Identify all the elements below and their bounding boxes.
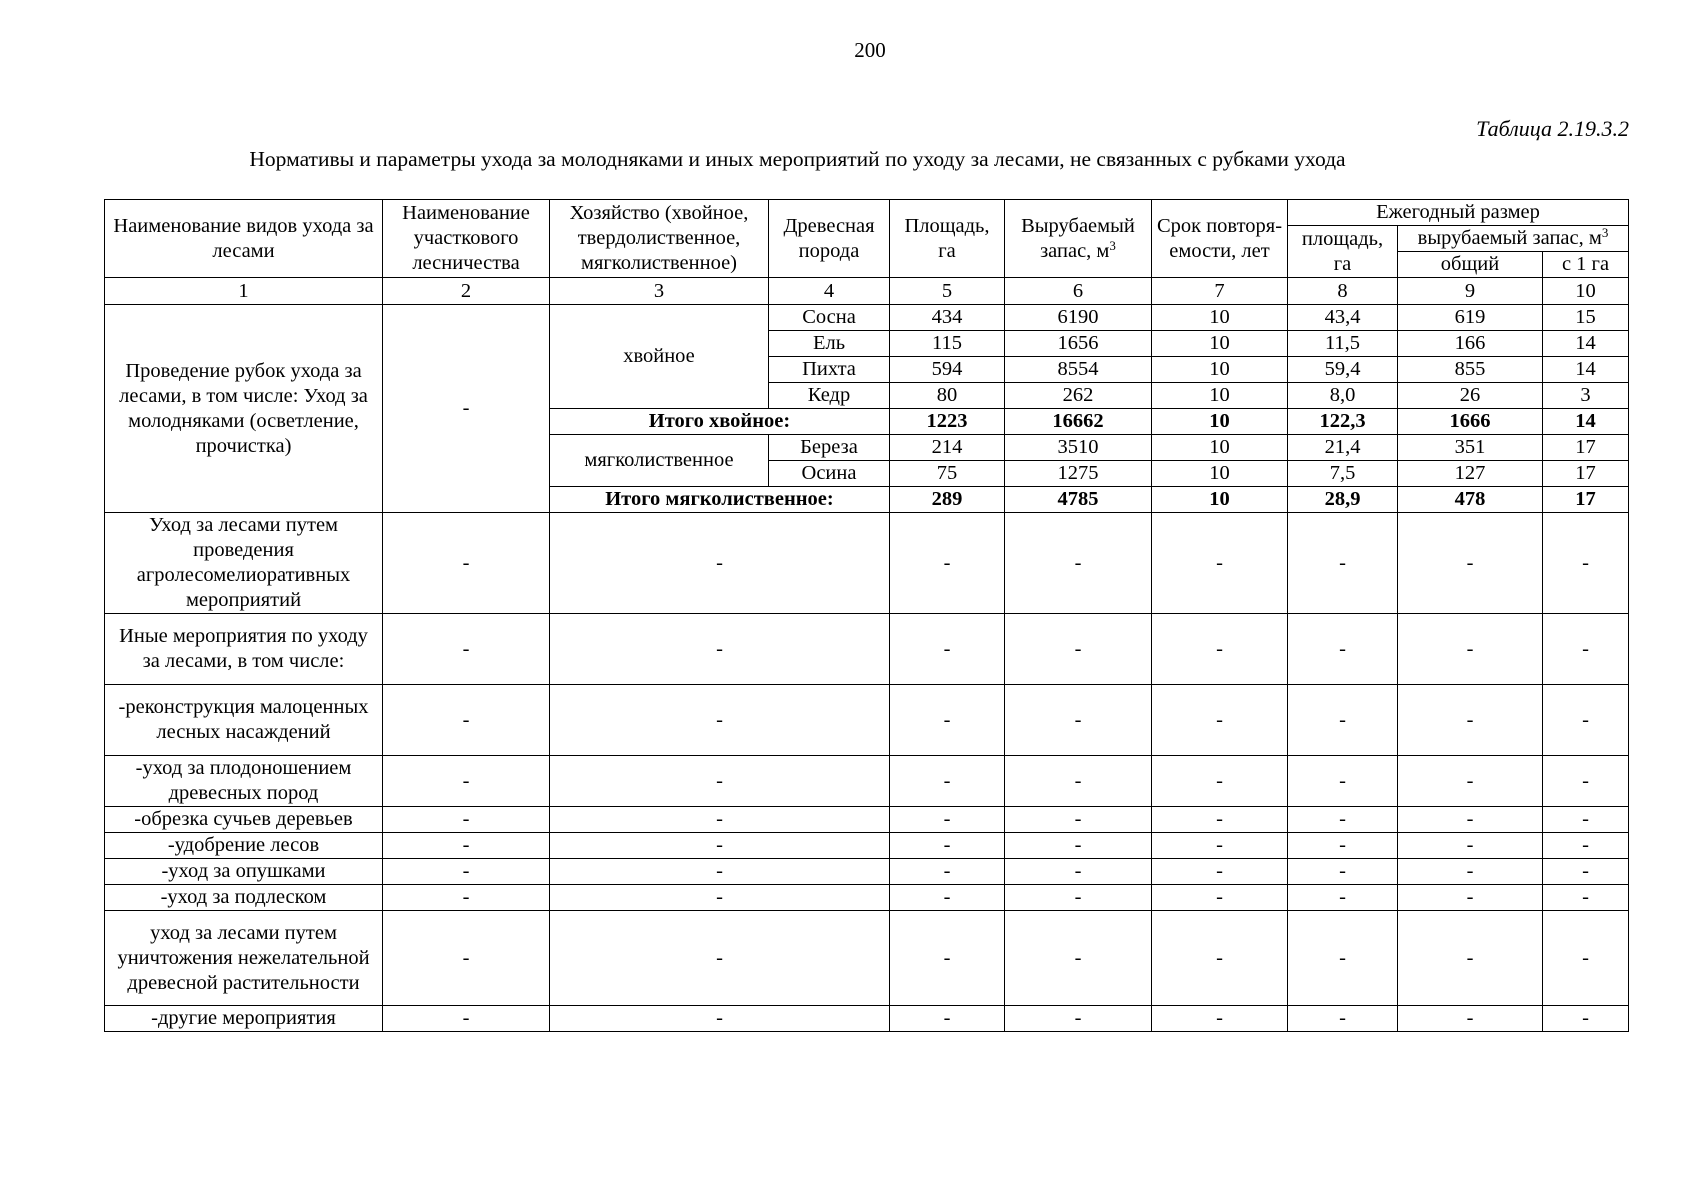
value-cell: 11,5 — [1288, 331, 1398, 357]
activity-name: -реконструкция малоценных лесных насаждений — [105, 685, 383, 756]
value-cell: 3510 — [1005, 435, 1152, 461]
header-cell: Ежегодный размер — [1288, 200, 1629, 226]
forestry-name: - — [383, 513, 550, 614]
value-cell: - — [1288, 833, 1398, 859]
table-title: Нормативы и параметры ухода за молодняками и иных мероприятий по уходу за лесами, не связанных с рубками ухода — [249, 147, 1346, 171]
value-cell: 17 — [1543, 435, 1629, 461]
value-cell: - — [1398, 859, 1543, 885]
species-name: Береза — [769, 435, 890, 461]
value-cell: - — [1288, 885, 1398, 911]
value-cell: - — [1543, 833, 1629, 859]
value-cell: 6190 — [1005, 305, 1152, 331]
species-name: Кедр — [769, 383, 890, 409]
value-cell: 43,4 — [1288, 305, 1398, 331]
value-cell: - — [1288, 513, 1398, 614]
column-index-row — [105, 278, 1629, 305]
value-cell: 10 — [1152, 461, 1288, 487]
activity-name: -обрезка сучьев деревьев — [105, 807, 383, 833]
value-cell: 10 — [1152, 331, 1288, 357]
column-index: 1 — [105, 278, 383, 305]
header-cell: Наименование участкового лесничества — [383, 200, 550, 278]
value-cell: - — [550, 614, 890, 685]
value-cell: - — [890, 614, 1005, 685]
header-cell: площадь, га — [1288, 226, 1398, 278]
header-cell: Срок повторя-емости, лет — [1152, 200, 1288, 278]
value-cell: - — [1152, 833, 1288, 859]
value-cell: - — [1005, 614, 1152, 685]
activity-name: -уход за опушками — [105, 859, 383, 885]
value-cell: - — [550, 807, 890, 833]
value-cell: 351 — [1398, 435, 1543, 461]
value-cell: - — [1543, 885, 1629, 911]
column-index: 4 — [769, 278, 890, 305]
value-cell: 80 — [890, 383, 1005, 409]
subtotal-value: 478 — [1398, 487, 1543, 513]
value-cell: - — [1152, 513, 1288, 614]
subtotal-value: 1223 — [890, 409, 1005, 435]
activity-row — [105, 859, 1629, 885]
column-index: 3 — [550, 278, 769, 305]
value-cell: - — [890, 833, 1005, 859]
value-cell: - — [550, 513, 890, 614]
value-cell: 10 — [1152, 305, 1288, 331]
activity-name: -уход за подлеском — [105, 885, 383, 911]
subtotal-label: Итого мягколиственное: — [550, 487, 890, 513]
value-cell: - — [1152, 859, 1288, 885]
activity-row — [105, 807, 1629, 833]
forestry-name: - — [383, 614, 550, 685]
value-cell: - — [1152, 885, 1288, 911]
value-cell: - — [1398, 685, 1543, 756]
header-cell: Хозяйство (хвойное, твердолиственное, мягколиственное) — [550, 200, 769, 278]
value-cell: - — [1005, 833, 1152, 859]
value-cell: - — [1288, 1006, 1398, 1032]
value-cell: 10 — [1152, 383, 1288, 409]
value-cell: 1656 — [1005, 331, 1152, 357]
activity-row — [105, 1006, 1629, 1032]
value-cell: - — [1152, 1006, 1288, 1032]
value-cell: - — [890, 685, 1005, 756]
value-cell: 594 — [890, 357, 1005, 383]
value-cell: 1275 — [1005, 461, 1152, 487]
value-cell: - — [550, 859, 890, 885]
value-cell: - — [890, 807, 1005, 833]
column-index: 7 — [1152, 278, 1288, 305]
subtotal-value: 122,3 — [1288, 409, 1398, 435]
activity-name: Проведение рубок ухода за лесами, в том числе: Уход за молодняками (осветление, прочистка) — [105, 305, 383, 513]
value-cell: 10 — [1152, 357, 1288, 383]
header-cell: с 1 га — [1543, 252, 1629, 278]
value-cell: - — [1543, 807, 1629, 833]
activity-row — [105, 756, 1629, 807]
value-cell: 7,5 — [1288, 461, 1398, 487]
value-cell: - — [1152, 685, 1288, 756]
table-label: Таблица 2.19.3.2 — [1476, 116, 1629, 141]
activity-name: -другие мероприятия — [105, 1006, 383, 1032]
value-cell: - — [890, 885, 1005, 911]
farm-type: мягколиственное — [550, 435, 769, 487]
subtotal-value: 10 — [1152, 409, 1288, 435]
value-cell: - — [550, 1006, 890, 1032]
value-cell: - — [1005, 513, 1152, 614]
value-cell: 619 — [1398, 305, 1543, 331]
value-cell: - — [1398, 911, 1543, 1006]
header-cell: Площадь, га — [890, 200, 1005, 278]
value-cell: - — [1398, 807, 1543, 833]
value-cell: 3 — [1543, 383, 1629, 409]
column-index: 5 — [890, 278, 1005, 305]
value-cell: - — [1005, 885, 1152, 911]
value-cell: - — [1543, 911, 1629, 1006]
subtotal-value: 10 — [1152, 487, 1288, 513]
forestry-name: - — [383, 859, 550, 885]
subtotal-value: 28,9 — [1288, 487, 1398, 513]
activity-row — [105, 911, 1629, 1006]
value-cell: - — [890, 1006, 1005, 1032]
value-cell: - — [1005, 1006, 1152, 1032]
species-name: Ель — [769, 331, 890, 357]
value-cell: - — [550, 756, 890, 807]
activity-name: уход за лесами путем уничтожения нежелательной древесной растительности — [105, 911, 383, 1006]
value-cell: - — [1398, 1006, 1543, 1032]
value-cell: 15 — [1543, 305, 1629, 331]
value-cell: 127 — [1398, 461, 1543, 487]
activity-row — [105, 685, 1629, 756]
farm-type: хвойное — [550, 305, 769, 409]
value-cell: - — [550, 885, 890, 911]
value-cell: - — [1288, 614, 1398, 685]
value-cell: - — [1152, 807, 1288, 833]
column-index: 6 — [1005, 278, 1152, 305]
value-cell: - — [1005, 685, 1152, 756]
forestry-name: - — [383, 305, 550, 513]
activity-name: Иные мероприятия по уходу за лесами, в том числе: — [105, 614, 383, 685]
species-name: Сосна — [769, 305, 890, 331]
forestry-name: - — [383, 685, 550, 756]
value-cell: - — [1543, 513, 1629, 614]
value-cell: - — [1152, 614, 1288, 685]
subtotal-value: 4785 — [1005, 487, 1152, 513]
activity-row — [105, 885, 1629, 911]
forestry-name: - — [383, 885, 550, 911]
value-cell: - — [550, 685, 890, 756]
value-cell: - — [550, 833, 890, 859]
value-cell: - — [1288, 685, 1398, 756]
value-cell: - — [1398, 513, 1543, 614]
value-cell: - — [1543, 859, 1629, 885]
value-cell: - — [1288, 756, 1398, 807]
activity-row — [105, 833, 1629, 859]
column-index: 10 — [1543, 278, 1629, 305]
header-cell: Вырубаемый запас, $м^3$ — [1005, 200, 1152, 278]
activity-name: -удобрение лесов — [105, 833, 383, 859]
column-index: 9 — [1398, 278, 1543, 305]
value-cell: - — [1005, 859, 1152, 885]
column-index: 8 — [1288, 278, 1398, 305]
subtotal-value: 16662 — [1005, 409, 1152, 435]
value-cell: 434 — [890, 305, 1005, 331]
value-cell: 10 — [1152, 435, 1288, 461]
value-cell: 26 — [1398, 383, 1543, 409]
value-cell: - — [1398, 756, 1543, 807]
value-cell: 166 — [1398, 331, 1543, 357]
activity-row — [105, 513, 1629, 614]
value-cell: - — [890, 911, 1005, 1006]
page-number: 200 — [854, 38, 886, 62]
subtotal-value: 1666 — [1398, 409, 1543, 435]
subtotal-value: 17 — [1543, 487, 1629, 513]
header-row — [105, 200, 1629, 226]
value-cell: - — [1288, 911, 1398, 1006]
subtotal-label: Итого хвойное: — [550, 409, 890, 435]
activity-name: Уход за лесами путем проведения агролесомелиоративных мероприятий — [105, 513, 383, 614]
value-cell: - — [1288, 859, 1398, 885]
species-row — [105, 305, 1629, 331]
value-cell: - — [1005, 911, 1152, 1006]
value-cell: - — [890, 513, 1005, 614]
value-cell: - — [890, 859, 1005, 885]
forestry-name: - — [383, 807, 550, 833]
value-cell: - — [1398, 833, 1543, 859]
value-cell: 262 — [1005, 383, 1152, 409]
column-index: 2 — [383, 278, 550, 305]
value-cell: 115 — [890, 331, 1005, 357]
value-cell: - — [550, 911, 890, 1006]
value-cell: 59,4 — [1288, 357, 1398, 383]
value-cell: - — [890, 756, 1005, 807]
activity-row — [105, 614, 1629, 685]
value-cell: - — [1152, 911, 1288, 1006]
value-cell: - — [1398, 614, 1543, 685]
forestry-name: - — [383, 833, 550, 859]
subtotal-value: 289 — [890, 487, 1005, 513]
header-cell: вырубаемый запас, $м^3$ — [1398, 226, 1629, 252]
header-cell: Древесная порода — [769, 200, 890, 278]
value-cell: 14 — [1543, 331, 1629, 357]
value-cell: 855 — [1398, 357, 1543, 383]
activity-name: -уход за плодоношением древесных пород — [105, 756, 383, 807]
value-cell: - — [1543, 614, 1629, 685]
subtotal-value: 14 — [1543, 409, 1629, 435]
value-cell: - — [1543, 756, 1629, 807]
header-cell: общий — [1398, 252, 1543, 278]
forestry-name: - — [383, 911, 550, 1006]
value-cell: - — [1398, 885, 1543, 911]
value-cell: - — [1152, 756, 1288, 807]
forestry-name: - — [383, 756, 550, 807]
value-cell: - — [1005, 807, 1152, 833]
norms-table — [104, 199, 1629, 1032]
header-cell: Наименование видов ухода за лесами — [105, 200, 383, 278]
value-cell: 21,4 — [1288, 435, 1398, 461]
value-cell: - — [1288, 807, 1398, 833]
value-cell: 14 — [1543, 357, 1629, 383]
forestry-name: - — [383, 1006, 550, 1032]
value-cell: - — [1543, 1006, 1629, 1032]
value-cell: - — [1543, 685, 1629, 756]
value-cell: 214 — [890, 435, 1005, 461]
value-cell: 8554 — [1005, 357, 1152, 383]
species-name: Осина — [769, 461, 890, 487]
value-cell: 17 — [1543, 461, 1629, 487]
value-cell: - — [1005, 756, 1152, 807]
species-name: Пихта — [769, 357, 890, 383]
value-cell: 75 — [890, 461, 1005, 487]
value-cell: 8,0 — [1288, 383, 1398, 409]
